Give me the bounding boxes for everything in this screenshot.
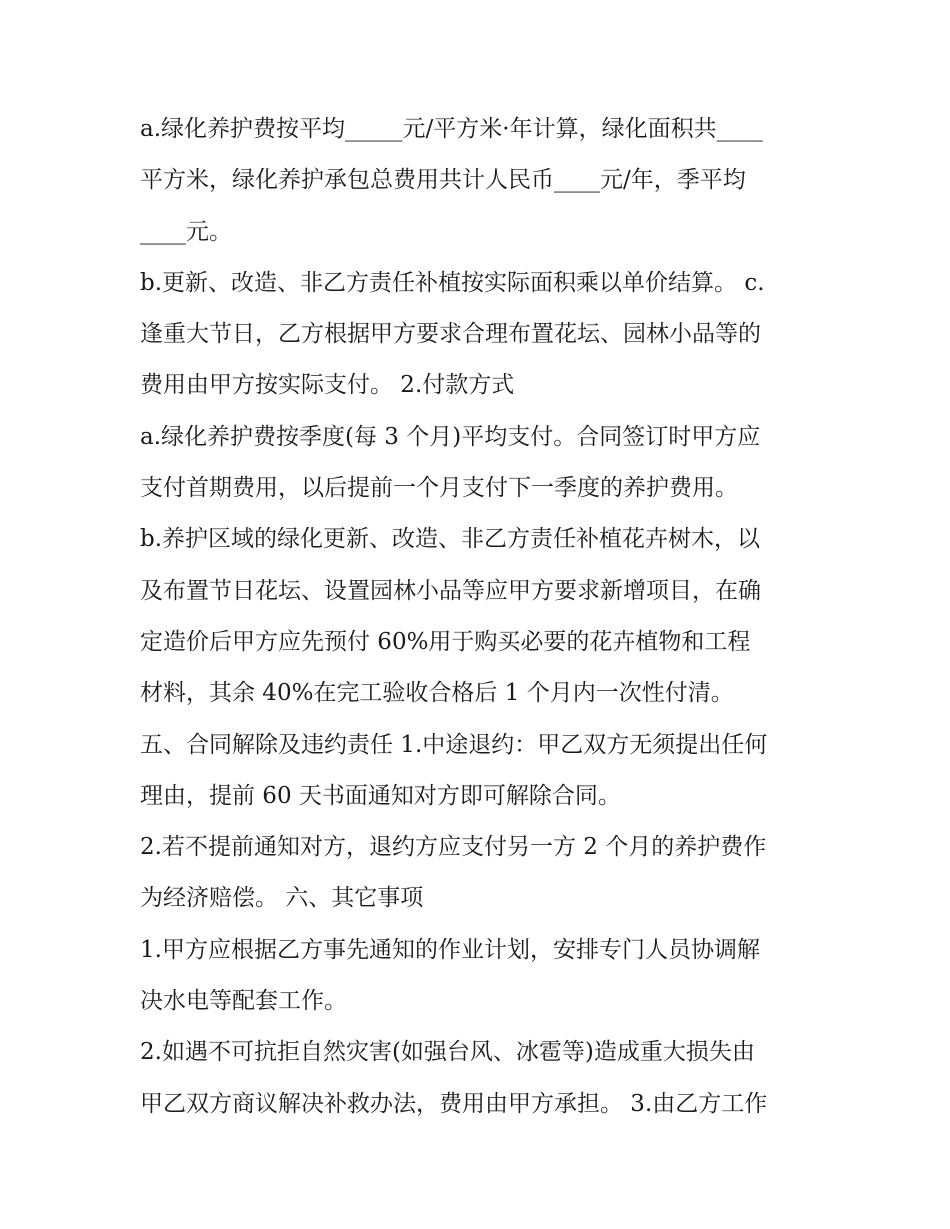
- text-line: 2.若不提前通知对方，退约方应支付另一方 2 个月的养护费作: [140, 834, 767, 861]
- text-line: 定造价后甲方应先预付 60%用于购买必要的花卉植物和工程: [140, 628, 751, 655]
- text-line: 决水电等配套工作。: [140, 988, 347, 1015]
- text-line: 支付首期费用，以后提前一个月支付下一季度的养护费用。: [140, 475, 738, 502]
- text-line: 平方米，绿化养护承包总费用共计人民币____元/年，季平均: [140, 167, 746, 194]
- text-line: 理由，提前 60 天书面通知对方即可解除合同。: [140, 782, 621, 809]
- text-line: b.更新、改造、非乙方责任补植按实际面积乘以单价结算。 c.: [140, 269, 765, 296]
- text-line: a.绿化养护费按平均_____元/平方米·年计算，绿化面积共____: [140, 116, 763, 142]
- text-line: ____元。: [140, 218, 232, 245]
- text-line: 为经济赔偿。 六、其它事项: [140, 885, 424, 912]
- text-line: 材料，其余 40%在完工验收合格后 1 个月内一次性付清。: [140, 680, 734, 707]
- text-line: 及布置节日花坛、设置园林小品等应甲方要求新增项目，在确: [140, 577, 761, 604]
- contract-text: [140, 104, 830, 1130]
- text-line: 费用由甲方按实际支付。 2.付款方式: [140, 372, 515, 399]
- text-line: 逢重大节日，乙方根据甲方要求合理布置花坛、园林小品等的: [140, 321, 761, 348]
- text-line: b.养护区域的绿化更新、改造、非乙方责任补植花卉树木，以: [140, 526, 761, 553]
- text-line: 1.甲方应根据乙方事先通知的作业计划，安排专门人员协调解: [140, 936, 760, 963]
- text-line: 甲乙双方商议解决补救办法，费用由甲方承担。 3.由乙方工作: [140, 1090, 768, 1117]
- text-line: 五、合同解除及违约责任 1.中途退约：甲乙双方无须提出任何: [140, 731, 768, 758]
- text-line: 2.如遇不可抗拒自然灾害(如强台风、冰雹等)造成重大损失由: [140, 1039, 755, 1066]
- text-line: a.绿化养护费按季度(每 3 个月)平均支付。合同签订时甲方应: [140, 423, 761, 450]
